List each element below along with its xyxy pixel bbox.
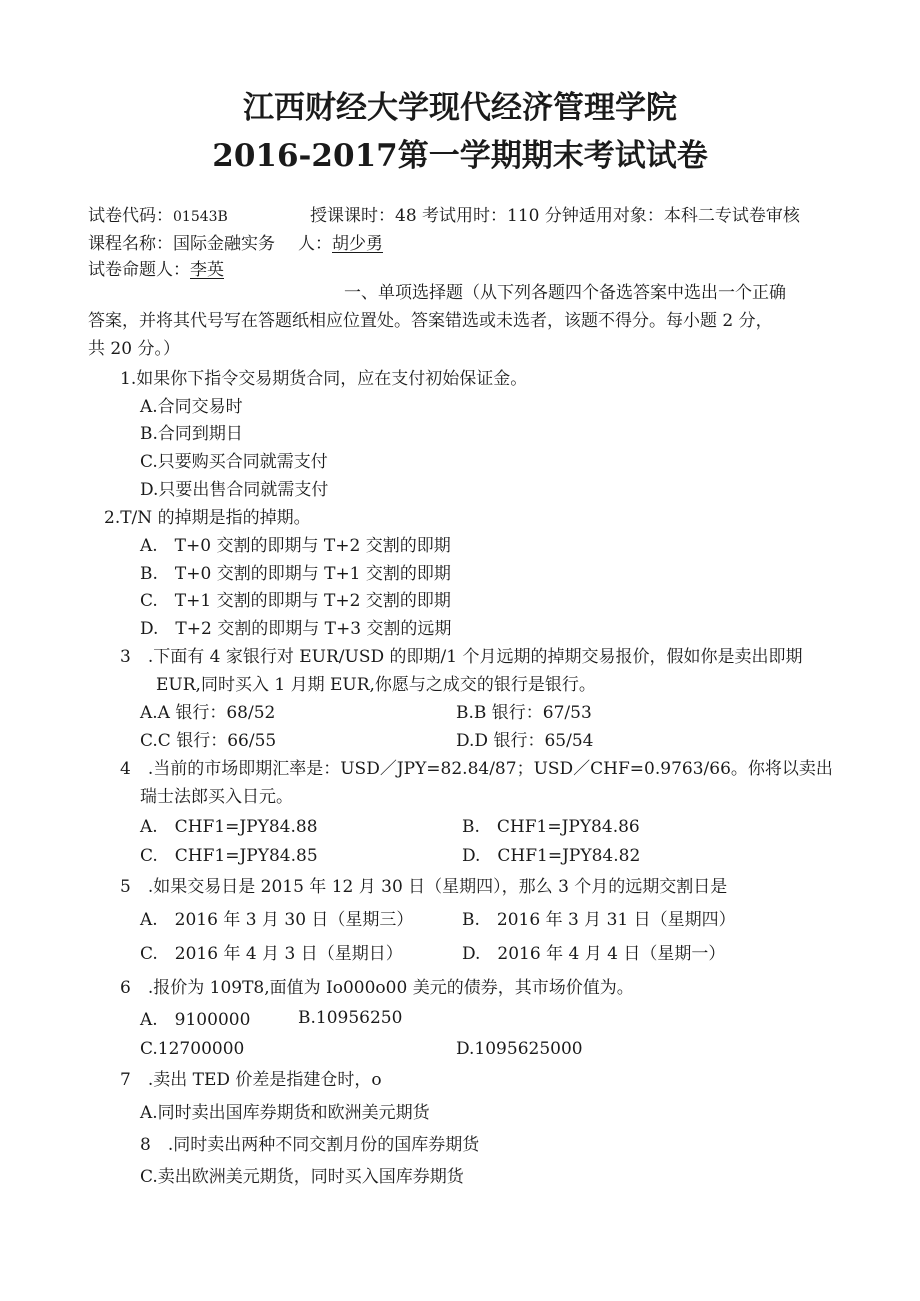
course-name-value: 国际金融实务 <box>173 234 275 254</box>
option-b: B.合同到期日 <box>140 424 243 444</box>
option-a: A. 9100000 <box>140 1010 251 1030</box>
question-stem: 2.T/N 的掉期是指的掉期。 <box>104 508 311 528</box>
option-d: D.1095625000 <box>456 1039 583 1059</box>
option-b: B.B 银行：67/53 <box>456 703 592 723</box>
option-c: C. T+1 交割的即期与 T+2 交割的即期 <box>140 591 451 611</box>
option-c: C. 2016 年 4 月 3 日（星期日） <box>140 944 403 964</box>
option-b: B. T+0 交割的即期与 T+1 交割的即期 <box>140 564 451 584</box>
question-stem: 5 .如果交易日是 2015 年 12 月 30 日（星期四），那么 3 个月的远期交割日是 <box>120 877 728 897</box>
option-b: B.10956250 <box>298 1008 403 1028</box>
author-name: 李英 <box>190 260 224 280</box>
question-stem-continued: EUR,同时买入 1 月期 EUR,你愿与之成交的银行是银行。 <box>156 675 596 695</box>
option-a: A.合同交易时 <box>140 397 243 417</box>
option-d: D.只要出售合同就需支付 <box>140 480 329 500</box>
exam-code-label: 试卷代码： <box>88 206 173 226</box>
exam-title-line1: 江西财经大学现代经济管理学院 <box>243 90 677 126</box>
question-stem: 4 .当前的市场即期汇率是：USD／JPY=82.84/87；USD／CHF=0.9763/66。你将以卖出 <box>120 759 833 779</box>
option-b: B. CHF1=JPY84.86 <box>462 817 640 837</box>
question-stem-continued: 瑞士法郎买入日元。 <box>140 787 293 807</box>
option-a: A. 2016 年 3 月 30 日（星期三） <box>140 910 414 930</box>
option-c: C.只要购买合同就需支付 <box>140 452 328 472</box>
option-d: D.D 银行：65/54 <box>456 731 594 751</box>
exam-meta-line: 授课课时：48 考试用时：110 分钟适用对象：本科二专试卷审核 <box>310 206 800 226</box>
option-d: D. T+2 交割的即期与 T+3 交割的远期 <box>140 619 452 639</box>
option-c: C. CHF1=JPY84.85 <box>140 846 318 866</box>
course-name-label: 课程名称： <box>88 234 173 254</box>
reviewer-name: 胡少勇 <box>332 234 383 254</box>
author-label: 试卷命题人： <box>88 260 190 280</box>
option-a: A.同时卖出国库券期货和欧洲美元期货 <box>140 1103 430 1123</box>
option-c: C.卖出欧洲美元期货，同时买入国库券期货 <box>140 1167 464 1187</box>
option-c: C.12700000 <box>140 1039 245 1059</box>
option-d: D. 2016 年 4 月 4 日（星期一） <box>462 944 726 964</box>
exam-code-value: 01543B <box>173 209 228 225</box>
reviewer-label: 人： <box>298 234 332 254</box>
option-a: A.A 银行：68/52 <box>140 703 276 723</box>
question-stem: 6 .报价为 109T8,面值为 Io000o00 美元的债券，其市场价值为。 <box>120 978 634 998</box>
option-c: C.C 银行：66/55 <box>140 731 277 751</box>
question-stem: 3 .下面有 4 家银行对 EUR/USD 的即期/1 个月远期的掉期交易报价，假如你是卖出即期 <box>120 647 803 667</box>
exam-title-line2: 2016-2017第一学期期末考试试卷 <box>212 138 708 174</box>
question-stem: 1.如果你下指令交易期货合同，应在支付初始保证金。 <box>120 369 528 389</box>
option-b: B. 2016 年 3 月 31 日（星期四） <box>462 910 736 930</box>
option-a: A. T+0 交割的即期与 T+2 交割的即期 <box>140 536 451 556</box>
question-stem: 7 .卖出 TED 价差是指建仓时，o <box>120 1070 382 1090</box>
option-a: A. CHF1=JPY84.88 <box>140 817 318 837</box>
option-b: 8 .同时卖出两种不同交割月份的国库券期货 <box>140 1135 480 1155</box>
option-d: D. CHF1=JPY84.82 <box>462 846 641 866</box>
